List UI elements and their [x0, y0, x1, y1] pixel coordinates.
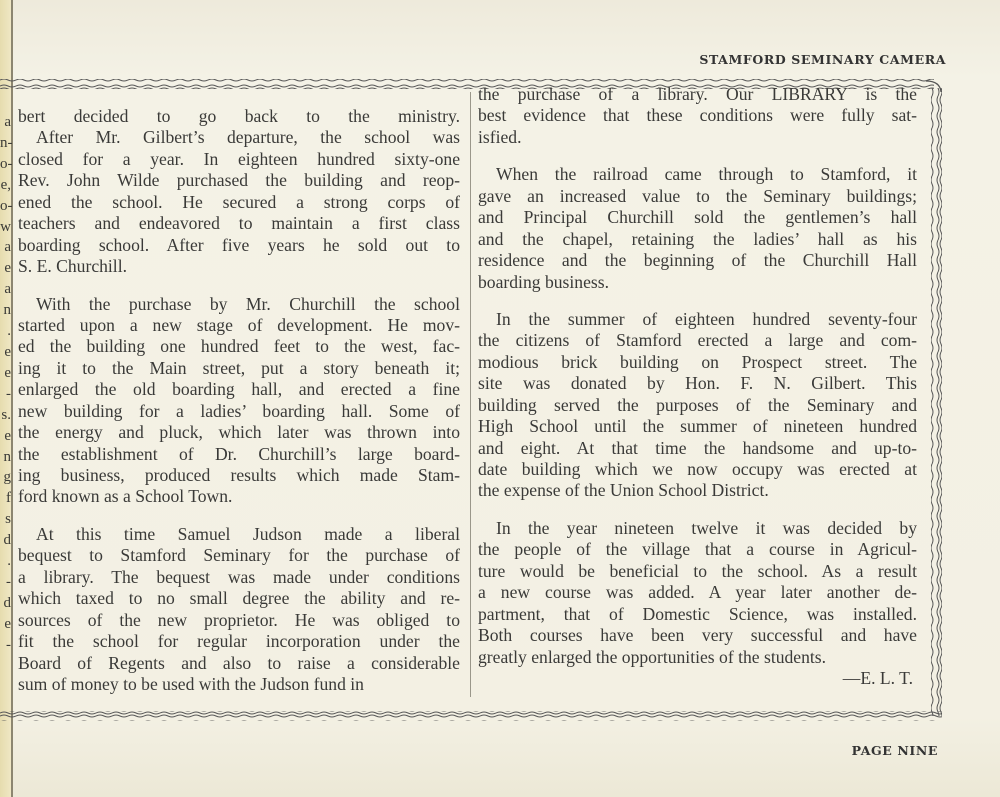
text-line: greatly enlarged the opportunities of the students. — [478, 646, 827, 667]
text-line: the establishment of Dr. Churchill’s large board- — [18, 443, 460, 464]
bleed-fragment: e, — [0, 176, 11, 193]
text-line: ing it to the Main street, put a story beneath it; — [18, 357, 460, 378]
text-line: Board of Regents and also to raise a considerable — [18, 652, 460, 673]
text-line: modious brick building on Prospect street. The — [478, 351, 917, 372]
text-line: residence and the beginning of the Churchill Hall — [478, 250, 917, 271]
text-line: the citizens of Stamford erected a large and com- — [478, 330, 917, 351]
bleed-fragment: . — [7, 553, 11, 570]
bleed-fragment: a — [4, 239, 11, 256]
bleed-fragment: - — [6, 385, 11, 402]
text-line: boarding business. — [478, 271, 609, 292]
text-line: which taxed to no small degree the ability and re- — [18, 588, 460, 609]
text-line: building served the purposes of the Seminary and — [478, 394, 917, 415]
text-line: Rev. John Wilde purchased the building and reop- — [18, 170, 460, 191]
paragraph — [478, 518, 917, 690]
bleed-fragment: . — [7, 323, 11, 340]
text-line: and the chapel, retaining the ladies’ hall as his — [478, 228, 917, 249]
text-line: enlarged the old boarding hall, and erected a fine — [18, 379, 460, 400]
text-line: When the railroad came through to Stamford, it — [496, 164, 917, 185]
bleed-fragment: e — [4, 427, 11, 444]
bottom-border — [0, 711, 942, 721]
bleed-fragment: a — [4, 281, 11, 298]
bleed-fragment: f — [6, 490, 11, 507]
text-line: sum of money to be used with the Judson fund in — [18, 673, 364, 694]
text-line: In the summer of eighteen hundred seventy-four — [496, 308, 917, 329]
text-line: High School until the summer of nineteen hundred — [478, 416, 917, 437]
bleed-fragment: o- — [0, 155, 13, 172]
bleed-fragment: w — [0, 218, 11, 235]
bleed-fragment: e — [4, 343, 11, 360]
text-line: and Principal Churchill sold the gentlemen’s hall — [478, 207, 917, 228]
bleed-fragment: n — [3, 302, 11, 319]
text-line: partment, that of Domestic Science, was installed. — [478, 603, 917, 624]
text-line: fit the school for regular incorporation under the — [18, 631, 460, 652]
text-line: ture would be beneficial to the school. As a result — [478, 560, 917, 581]
paragraph — [478, 164, 917, 293]
text-line: boarding school. After five years he sold out to — [18, 234, 460, 255]
text-line: In the year nineteen twelve it was decided by — [496, 517, 917, 538]
text-line: With the purchase by Mr. Churchill the school — [36, 293, 460, 314]
text-line: new building for a ladies’ boarding hall. Some of — [18, 400, 460, 421]
right-column — [478, 84, 917, 705]
paragraph — [18, 524, 460, 696]
text-line: At this time Samuel Judson made a liberal — [36, 523, 460, 544]
author-signature: —E. L. T. — [842, 667, 913, 688]
text-line: bert decided to go back to the ministry. — [18, 106, 460, 126]
column-divider — [470, 92, 471, 697]
bleed-fragment: a — [4, 114, 11, 130]
paragraph — [18, 294, 460, 508]
bleed-fragment: n — [3, 448, 11, 465]
text-line: teachers and endeavored to maintain a first class — [18, 213, 460, 234]
text-line: gave an increased value to the Seminary buildings; — [478, 185, 917, 206]
text-line: a new course was added. A year later another de- — [478, 582, 917, 603]
text-line: a library. The bequest was made under conditions — [18, 566, 460, 587]
text-line: closed for a year. In eighteen hundred sixty-one — [18, 148, 460, 169]
paragraph — [478, 84, 917, 148]
bleed-fragment: e — [4, 260, 11, 277]
text-line: After Mr. Gilbert’s departure, the school was — [36, 127, 460, 148]
paragraph — [478, 309, 917, 502]
paragraph — [18, 106, 460, 278]
right-border — [931, 88, 942, 716]
bleed-fragment: d — [3, 594, 11, 611]
text-line: the expense of the Union School District. — [478, 480, 769, 501]
text-line: ing business, produced results which made Stam- — [18, 465, 460, 485]
text-line: bequest to Stamford Seminary for the purchase of — [18, 545, 460, 566]
text-line: the purchase of a library. Our LIBRARY is the — [478, 84, 917, 104]
text-line: ford known as a School Town. — [18, 486, 233, 507]
text-line: and eight. At that time the handsome and up-to- — [478, 437, 917, 458]
bleed-fragment: g — [3, 469, 11, 486]
text-line: isfied. — [478, 126, 522, 147]
text-line: the energy and pluck, which later was thrown into — [18, 422, 460, 443]
text-line: sources of the new proprietor. He was obliged to — [18, 609, 460, 630]
bleed-fragment: e — [4, 364, 11, 381]
bleed-fragment: - — [6, 573, 11, 590]
page-number: PAGE NINE — [851, 743, 938, 758]
text-line: date building which we now occupy was erected at — [478, 459, 917, 479]
text-line: ed the building one hundred feet to the west, fac- — [18, 336, 460, 357]
bleed-fragment: s — [5, 511, 11, 528]
text-line: started upon a new stage of development. He mov- — [18, 314, 460, 335]
bleed-fragment: d — [3, 532, 11, 549]
text-line: S. E. Churchill. — [18, 256, 127, 277]
text-line: Both courses have been very successful and have — [478, 625, 917, 646]
bleed-fragment: - — [6, 636, 11, 653]
bleed-fragment: o- — [0, 197, 13, 214]
running-title: STAMFORD SEMINARY CAMERA — [699, 52, 946, 67]
bleed-fragment: e — [4, 615, 11, 632]
left-column — [18, 106, 460, 711]
text-line: ened the school. He secured a strong corps of — [18, 191, 460, 212]
text-line: site was donated by Hon. F. N. Gilbert. This — [478, 373, 917, 394]
text-line: the people of the village that a course in Agricul- — [478, 539, 917, 560]
text-line: best evidence that these conditions were fully sat- — [478, 105, 917, 126]
bleed-fragment: s. — [1, 406, 11, 423]
bleed-fragment: n- — [0, 134, 13, 151]
